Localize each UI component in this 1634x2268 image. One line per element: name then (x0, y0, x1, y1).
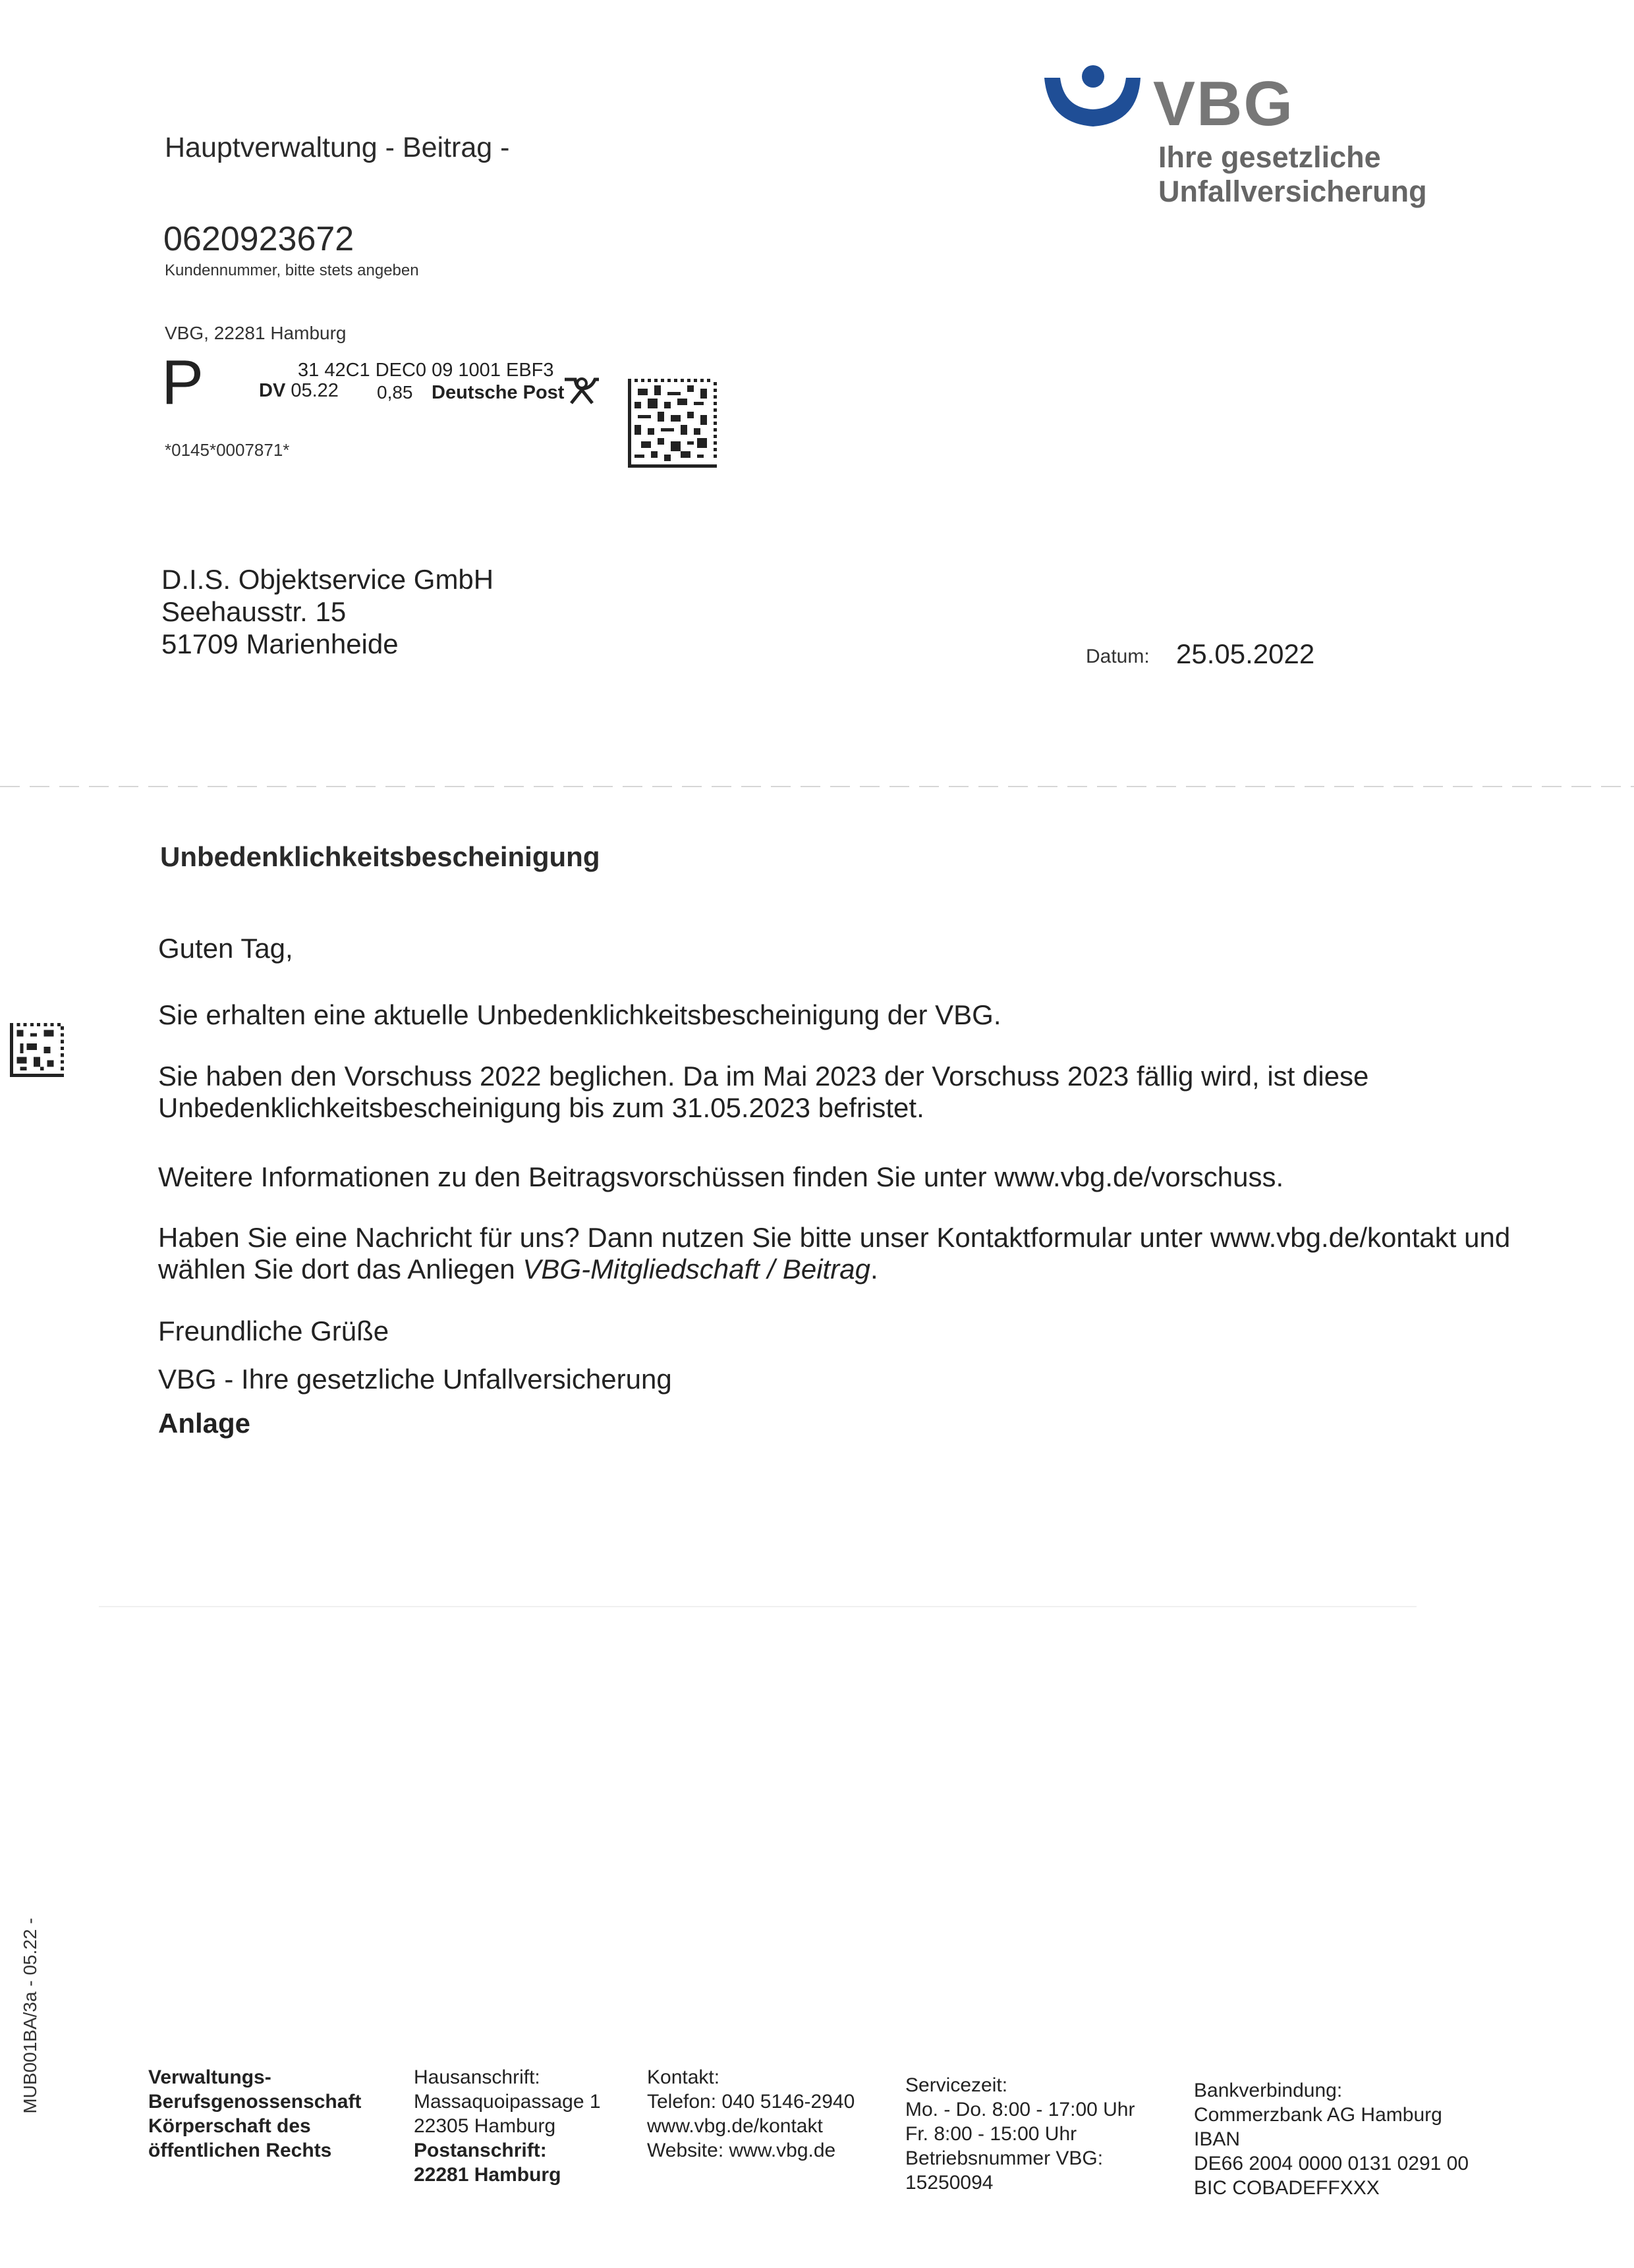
fold-line (0, 786, 1634, 787)
letter-signature: VBG - Ihre gesetzliche Unfallversicherung (158, 1364, 672, 1395)
logo-tagline (1158, 140, 1427, 209)
letter-subject: Unbedenklichkeitsbescheinigung (160, 841, 600, 872)
footer-address-city: 22305 Hamburg (414, 2115, 556, 2137)
footer-iban: DE66 2004 0000 0131 0291 00 (1194, 2153, 1469, 2174)
letter-paragraph-4-suffix: . (870, 1254, 878, 1285)
footer-bic: BIC COBADEFFXXX (1194, 2177, 1380, 2199)
recipient-address (161, 563, 493, 660)
footer-website-link[interactable]: Website: www.vbg.de (647, 2140, 836, 2161)
footer-service-label: Servicezeit: (905, 2074, 1008, 2096)
footer-service-hours-2: Fr. 8:00 - 15:00 Uhr (905, 2123, 1077, 2145)
letter-paragraph-4-prefix: wählen Sie dort das Anliegen (158, 1254, 523, 1285)
footer-contact-link[interactable]: www.vbg.de/kontakt (647, 2115, 823, 2137)
letter-closing: Freundliche Grüße (158, 1315, 389, 1346)
vbg-logo-icon (1043, 61, 1142, 133)
letter-enclosure: Anlage (158, 1408, 251, 1439)
footer-postal-label: Postanschrift: (414, 2140, 547, 2161)
footer-address-street: Massaquoipassage 1 (414, 2091, 601, 2113)
date-value: 25.05.2022 (1176, 638, 1315, 669)
letter-paragraph-4 (158, 1222, 1510, 1285)
logo-brand: VBG (1153, 69, 1295, 139)
postage-code: 31 42C1 DEC0 09 1001 EBF3 (298, 360, 554, 381)
postage-letter-p: P (161, 347, 204, 418)
customer-number-hint: Kundennummer, bitte stets angeben (165, 262, 419, 279)
sender-department: Hauptverwaltung - Beitrag - (165, 132, 510, 163)
postage-datamatrix-icon (628, 379, 717, 468)
recipient-street: Seehausstr. 15 (161, 596, 347, 627)
letter-paragraph-1: Sie erhalten eine aktuelle Unbedenklichkeitsbescheinigung der VBG. (158, 999, 1001, 1030)
postage-dv (259, 380, 339, 402)
footer-address-label: Hausanschrift: (414, 2066, 540, 2088)
return-address: VBG, 22281 Hamburg (165, 323, 347, 343)
footer-bank-name: Commerzbank AG Hamburg (1194, 2104, 1442, 2126)
letter-paragraph-3: Weitere Informationen zu den Beitragsvorschüssen finden Sie unter www.vbg.de/vorschuss. (158, 1161, 1284, 1192)
letter-paragraph-2 (158, 1061, 1368, 1124)
footer-org-line: öffentlichen Rechts (148, 2140, 332, 2161)
customer-number: 0620923672 (163, 220, 354, 258)
letter-paragraph-2-line1: Sie haben den Vorschuss 2022 beglichen. Da im Mai 2023 der Vorschuss 2023 fällig wird, ist diese (158, 1061, 1369, 1092)
form-code: MUB001BA/3a - 05.22 - (20, 1918, 40, 2114)
letter-paragraph-4-italic: VBG-Mitgliedschaft / Beitrag (522, 1254, 870, 1285)
footer-bank (1194, 2078, 1469, 2200)
footer-org-line: Körperschaft des (148, 2115, 311, 2137)
letter-paragraph-2-line2: Unbedenklichkeitsbescheinigung bis zum 31.05.2023 befristet. (158, 1092, 924, 1123)
footer-betrieb-label: Betriebsnummer VBG: (905, 2147, 1104, 2169)
footer-org-line: Berufsgenossenschaft (148, 2091, 362, 2113)
footer-organization (148, 2065, 361, 2163)
footer-service (905, 2073, 1135, 2195)
postage-dv-label: DV (259, 380, 286, 401)
tracking-code: *0145*0007871* (165, 440, 290, 460)
recipient-name: D.I.S. Objektservice GmbH (161, 564, 494, 595)
footer-betrieb-number: 15250094 (905, 2172, 994, 2194)
postage-price: 0,85 (377, 382, 413, 402)
postage-dv-date: 05.22 (291, 380, 339, 401)
logo-tagline-line1: Ihre gesetzliche (1158, 140, 1381, 174)
logo-tagline-line2: Unfallversicherung (1158, 175, 1427, 208)
letter-paragraph-4-line1: Haben Sie eine Nachricht für uns? Dann nutzen Sie bitte unser Kontaktformular unter www.vbg.de/kontakt und (158, 1222, 1511, 1253)
letter-paragraph-4-line2 (158, 1254, 1510, 1285)
footer-contact (647, 2065, 855, 2163)
footer-iban-label: IBAN (1194, 2128, 1241, 2150)
postage-carrier: Deutsche Post (432, 382, 565, 403)
side-datamatrix-icon (10, 1023, 64, 1077)
footer-service-hours-1: Mo. - Do. 8:00 - 17:00 Uhr (905, 2099, 1135, 2120)
footer-postal-city: 22281 Hamburg (414, 2164, 561, 2186)
footer-bank-label: Bankverbindung: (1194, 2080, 1343, 2101)
footer-address (414, 2065, 601, 2187)
footer-org-line: Verwaltungs- (148, 2066, 271, 2088)
fold-line-lower (99, 1606, 1417, 1607)
letter-greeting: Guten Tag, (158, 933, 293, 964)
footer-contact-phone: Telefon: 040 5146-2940 (647, 2091, 855, 2113)
footer-contact-label: Kontakt: (647, 2066, 720, 2088)
date-label: Datum: (1086, 646, 1150, 667)
recipient-city: 51709 Marienheide (161, 628, 399, 659)
post-horn-icon (562, 374, 600, 406)
